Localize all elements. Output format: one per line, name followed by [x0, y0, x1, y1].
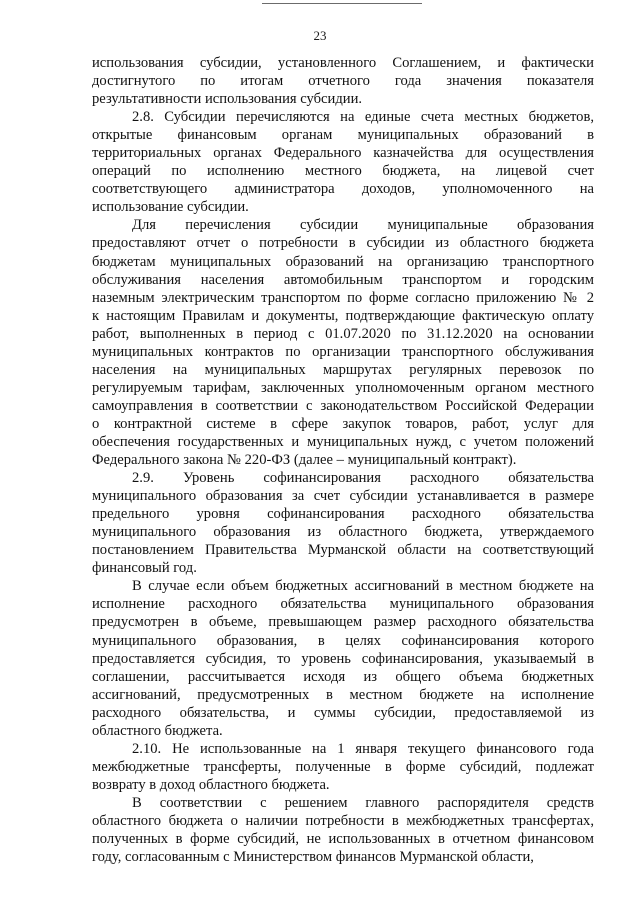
text-line: 2.10. Не использованные на 1 января текущего финансового года [132, 740, 594, 757]
text-line: областного бюджета. [92, 722, 223, 739]
text-line: В случае если объем бюджетных ассигнований в местном бюджете на [132, 578, 594, 595]
text-line: В соответствии с решением главного распорядителя средств [132, 794, 594, 811]
text-line: регулируемым тарифам, заключенных уполномоченным органом местного [92, 379, 594, 396]
text-line: 2.9. Уровень софинансирования расходного обязательства [132, 470, 594, 487]
text-line: областного бюджета о наличии потребности в межбюджетных трансфертах, [92, 812, 594, 829]
text-line: о контрактной системе в сфере закупок товаров, работ, услуг для [92, 415, 594, 432]
paragraph [92, 108, 594, 216]
paragraph [92, 216, 594, 469]
text-line: использование субсидии. [92, 199, 249, 216]
text-line: 2.8. Субсидии перечисляются на единые счета местных бюджетов, [132, 109, 594, 126]
text-line: соответствующего администратора доходов, уполномоченного на [92, 181, 594, 198]
text-line: межбюджетные трансферты, полученные в форме субсидий, подлежат [92, 758, 594, 775]
text-line: соглашении, рассчитывается исходя из общего объема бюджетных [92, 668, 594, 685]
text-line: возврату в доход областного бюджета. [92, 776, 330, 793]
paragraph [92, 469, 594, 577]
text-line: Федерального закона № 220-ФЗ (далее – муниципальный контракт). [92, 452, 517, 469]
scan-edge-line [262, 3, 422, 4]
text-line: расходного обязательства, и суммы субсидии, предоставляемой из [92, 704, 594, 721]
text-line: предельного уровня софинансирования расходного обязательства [92, 506, 594, 523]
text-line: предусмотрен в объеме, превышающем размер расходного обязательства [92, 614, 594, 631]
text-line: предоставляется субсидия, то уровень софинансирования, указываемый в [92, 650, 594, 667]
text-line: к настоящим Правилам и документы, подтверждающие фактическую оплату [92, 307, 594, 324]
text-line: работ, выполненных в период с 01.07.2020 по 31.12.2020 на основании [92, 325, 594, 342]
text-line: Для перечисления субсидии муниципальные образования [132, 217, 594, 234]
text-line: муниципального образования за счет субсидии устанавливается в размере [92, 488, 594, 505]
text-line: муниципального образования из областного бюджета, утверждаемого [92, 524, 594, 541]
text-line: обеспечения государственных и муниципальных нужд, с учетом положений [92, 433, 594, 450]
text-line: бюджетам муниципальных образований на организацию транспортного [92, 253, 594, 270]
text-line: обслуживания населения автомобильным транспортом и городским [92, 271, 594, 288]
paragraph [92, 54, 594, 108]
text-line: открытые финансовым органам муниципальных образований в [92, 127, 594, 144]
text-line: использования субсидии, установленного Соглашением, и фактически [92, 55, 594, 71]
text-line: предоставляют отчет о потребности в субсидии из областного бюджета [92, 235, 594, 252]
text-line: муниципальных контрактов по организации транспортного обслуживания [92, 343, 594, 360]
text-line: самоуправления в соответствии с законодательством Российской Федерации [92, 397, 594, 414]
text-line: исполнение расходного обязательства муниципального образования [92, 596, 594, 613]
text-line: финансовый год. [92, 560, 197, 577]
text-line: наземным электрическим транспортом по форме согласно приложению № 2 [92, 289, 594, 306]
paragraph [92, 577, 594, 739]
text-line: населения на муниципальных маршрутах регулярных перевозок по [92, 361, 594, 378]
text-line: достигнутого по итогам отчетного года значения показателя [92, 73, 594, 90]
text-line: операций по исполнению местного бюджета, на лицевой счет [92, 163, 594, 180]
text-line: полученных в форме субсидий, не использованных в отчетном финансовом [92, 831, 594, 848]
text-line: территориальных органах Федерального казначейства для осуществления [92, 145, 594, 162]
text-line: результативности использования субсидии. [92, 91, 363, 108]
text-line: году, согласованным с Министерством финансов Мурманской области, [92, 849, 534, 866]
text-line: муниципального образования, в целях софинансирования которого [92, 632, 594, 649]
text-line: ассигнований, предусмотренных в местном бюджете на исполнение [92, 686, 594, 703]
paragraph [92, 740, 594, 794]
paragraph [92, 794, 594, 866]
page-number: 23 [313, 28, 327, 43]
document-body [92, 54, 594, 866]
text-line: постановлением Правительства Мурманской области на соответствующий [92, 542, 594, 559]
